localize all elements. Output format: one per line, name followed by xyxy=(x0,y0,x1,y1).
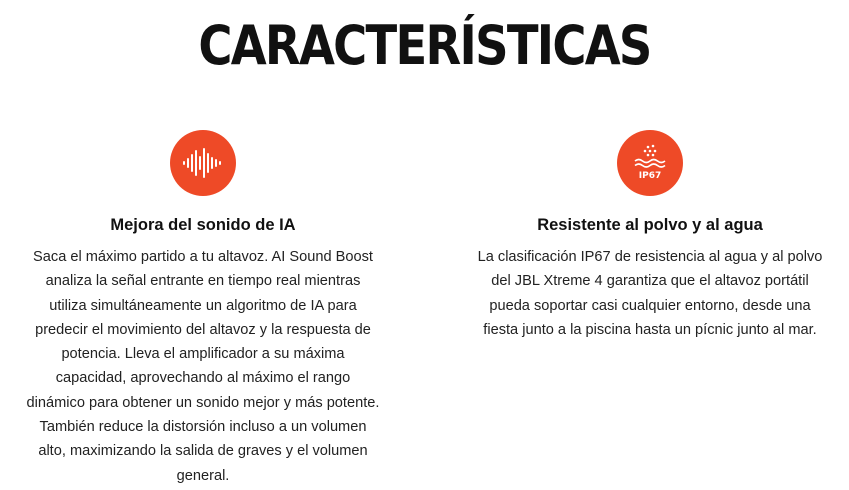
page-title: CARACTERÍSTICAS xyxy=(198,14,651,77)
feature-ai-sound-boost xyxy=(25,130,381,488)
ip67-water-icon xyxy=(617,130,683,196)
sound-wave-icon xyxy=(170,130,236,196)
feature-heading: Mejora del sonido de IA xyxy=(110,216,296,234)
feature-ip67 xyxy=(470,130,830,342)
feature-description: Saca el máximo partido a tu altavoz. AI Sound Boost analiza la señal entrante en tiempo real mientras utiliza simultáneamente un algoritmo de IA para predecir el movimiento del altavoz y la respuesta de potencia. Lleva el amplificador a su máxima capacidad, aprovechando al máximo el rango dinámico para obtener un sonido mejor y más potente. También reduce la distorsión incluso a un volumen alto, maximizando la salida de graves y el volumen general. xyxy=(26,249,380,484)
feature-description: La clasificación IP67 de resistencia al agua y al polvo del JBL Xtreme 4 garantiza que el altavoz portátil pueda soportar casi cualquier entorno, desde una fiesta junto a la piscina hasta un pícnic junto al mar. xyxy=(477,249,823,338)
ip67-icon-label: IP67 xyxy=(638,171,662,181)
feature-heading: Resistente al polvo y al agua xyxy=(537,216,763,234)
